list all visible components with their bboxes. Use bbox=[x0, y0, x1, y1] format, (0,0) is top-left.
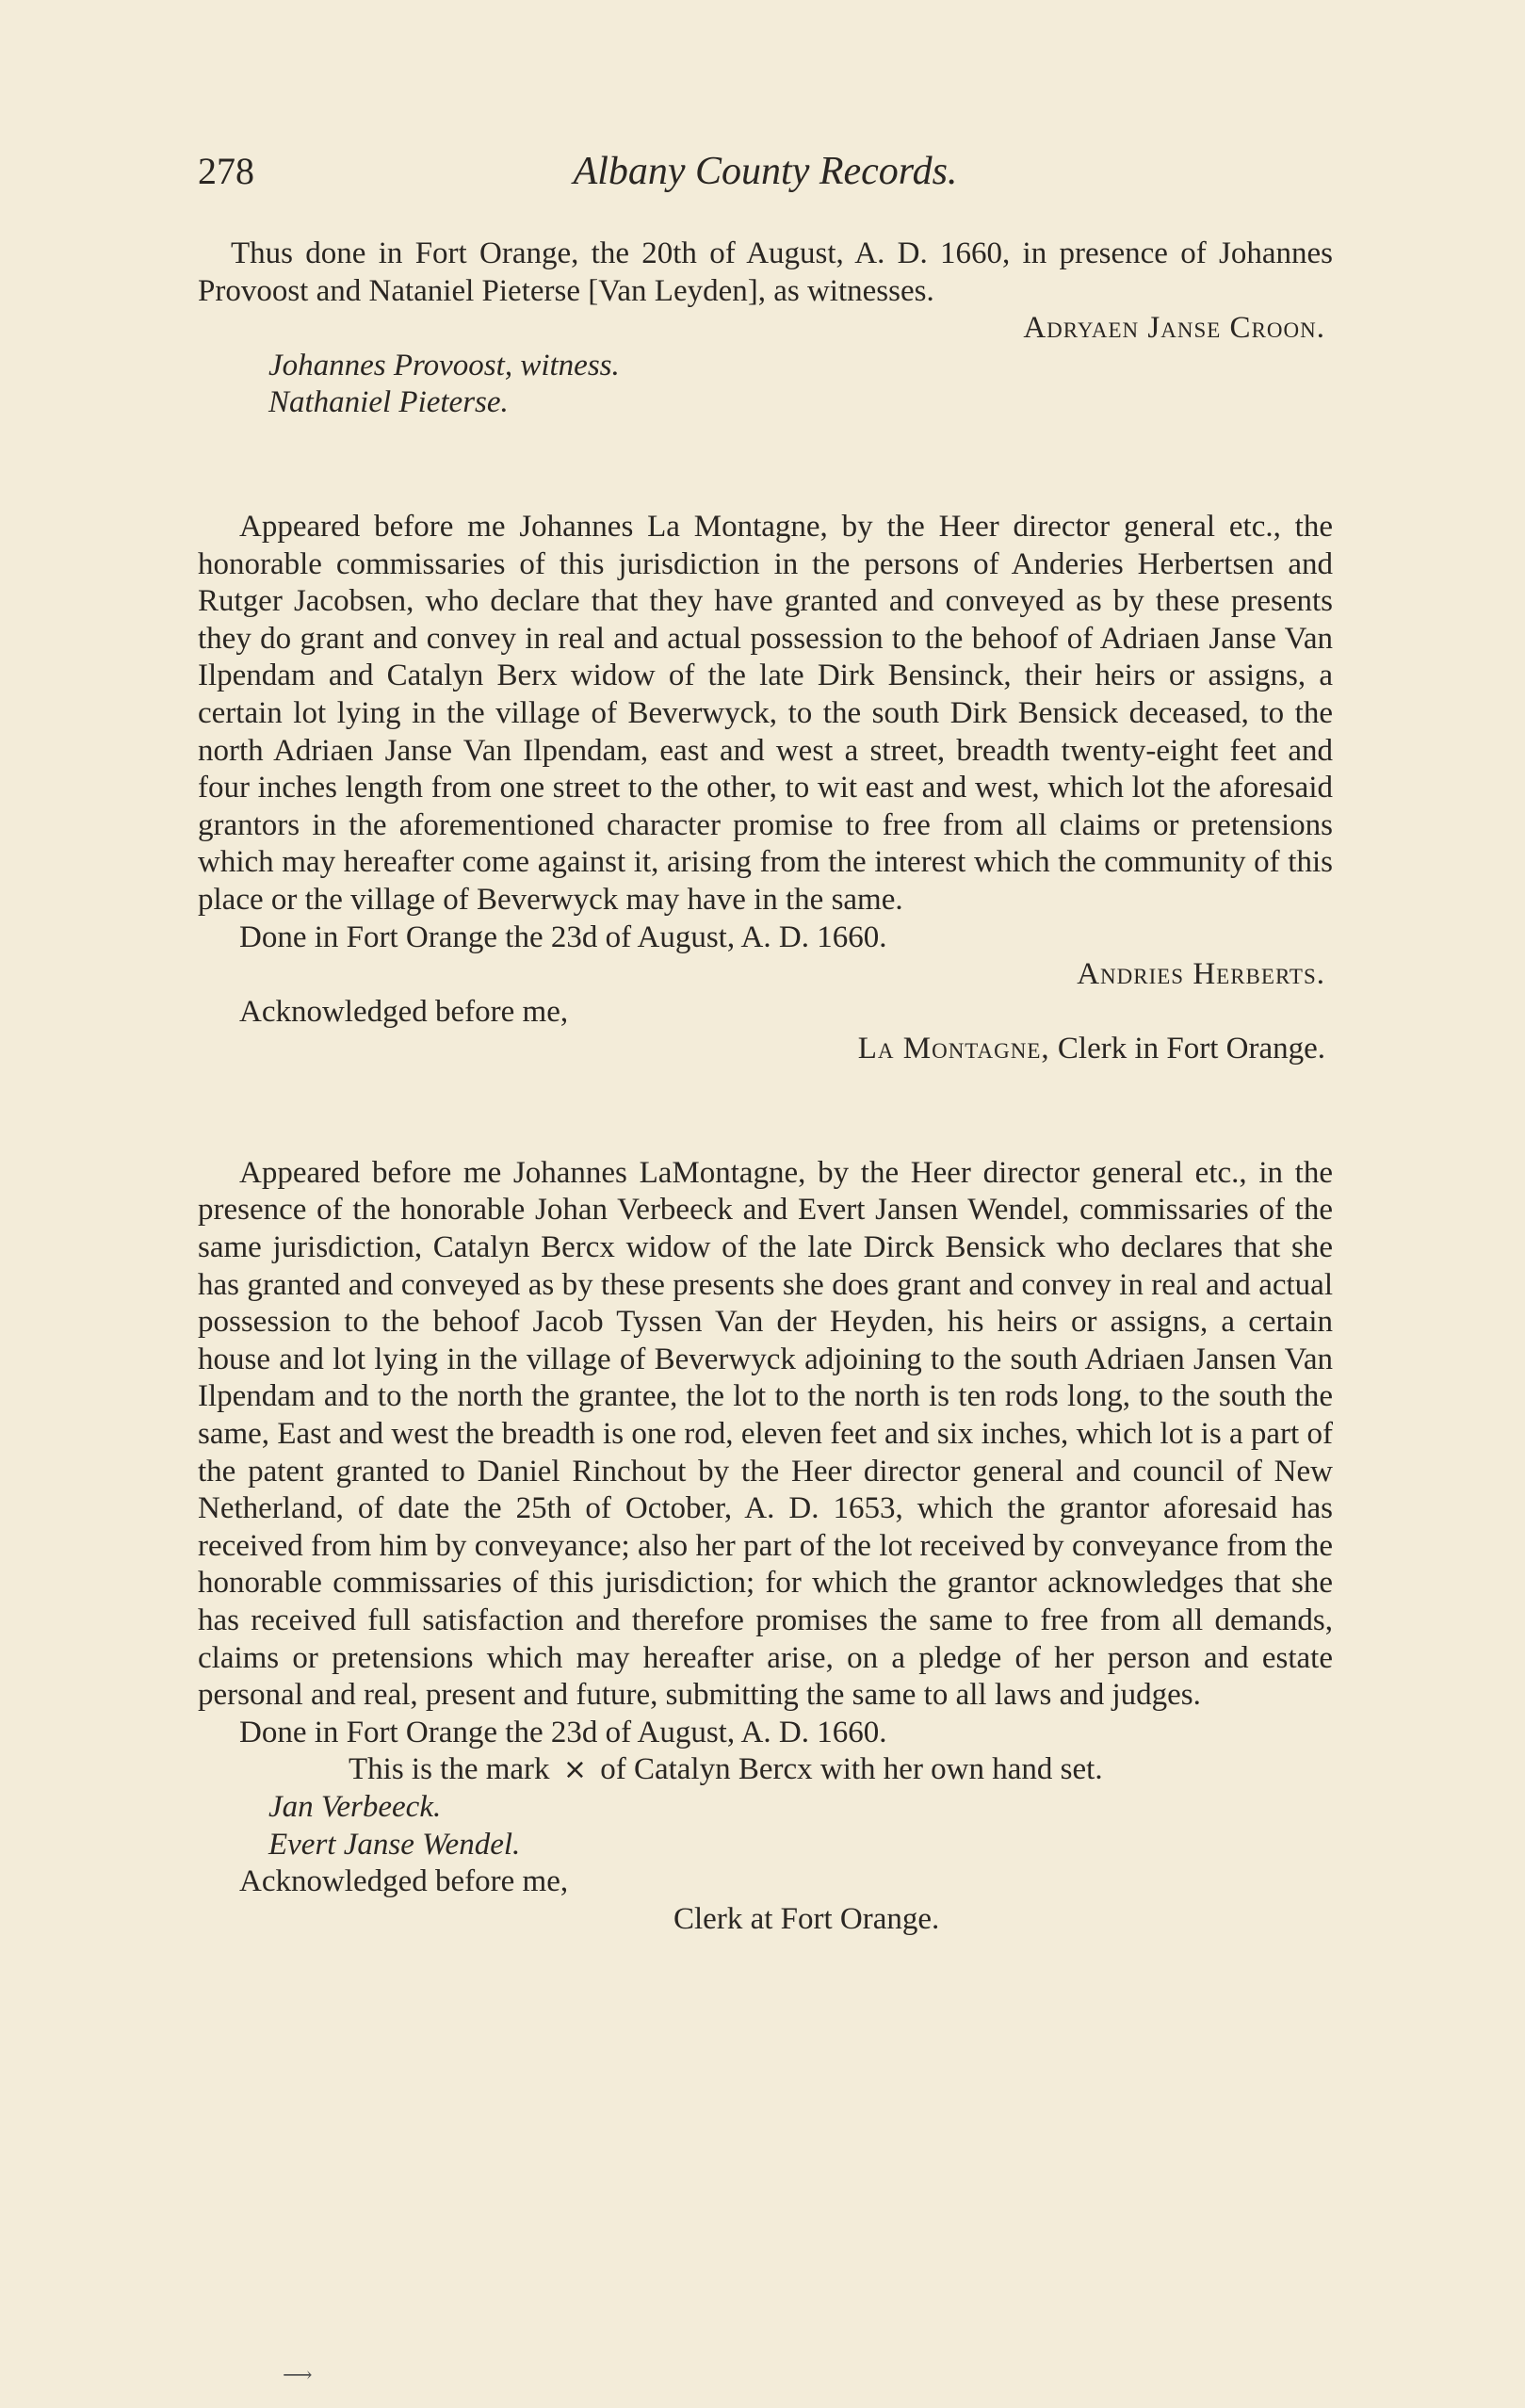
section-gap bbox=[198, 422, 1333, 509]
deed3-paragraph: Appeared before me Johannes LaMontagne, by the Heer director general etc., in the presence of the honorable Johan Verbeeck and Evert Jansen Wendel, commissaries of the same jurisdiction, Catalyn Bercx widow of the late Dirck Bensick who declares that she has granted and conveyed as by these presents she does grant and convey in real and actual possession to the behoof Jacob Tyssen Van der Heyden, his heirs or assigns, a certain house and lot lying in the village of Beverwyck adjoining to the south Adriaen Jansen Van Ilpendam and to the north the grantee, the lot to the north is ten rods long, to the south the same, East and west the breadth is one rod, eleven feet and six inches, which lot is a part of the patent granted to Daniel Rinchout by the Heer director general and council of New Netherland, of date the 25th of October, A. D. 1653, which the grantor aforesaid has received from him by conveyance; also her part of the lot received by conveyance from the honorable commissaries of this jurisdiction; for which the grantor acknowledges that she has received full satisfaction and therefore promises the same to free from all demands, claims or pretensions which may hereafter arise, on a pledge of her person and estate personal and real, present and future, submitting the same to all laws and judges. bbox=[198, 1155, 1333, 1713]
deed2-clerk-title: Clerk in Fort Orange. bbox=[1049, 1032, 1325, 1066]
deed3-witness-1: Jan Verbeeck. bbox=[268, 1789, 442, 1824]
deed3-ack-text: Acknowledged before me, bbox=[239, 1864, 569, 1899]
running-title: Albany County Records. bbox=[573, 150, 958, 193]
deed1-paragraph: Thus done in Fort Orange, the 20th of August, A. D. 1660, in presence of Johannes Provoost and Nataniel Pieterse [Van Leyden], as witnesses. bbox=[198, 236, 1333, 308]
deed3-clerk: Clerk at Fort Orange. bbox=[673, 1901, 940, 1936]
cross-mark-icon: × bbox=[562, 1753, 587, 1787]
deed3-mark-before: This is the mark bbox=[349, 1752, 550, 1787]
page-number: 278 bbox=[198, 150, 254, 192]
page-body bbox=[198, 236, 1333, 1938]
deed3-witness-2: Evert Janse Wendel. bbox=[268, 1827, 521, 1862]
section-gap bbox=[198, 1068, 1333, 1155]
deed1-signature: Adryaen Janse Croon. bbox=[1023, 311, 1325, 346]
deed2-signature: Andries Herberts. bbox=[1077, 957, 1325, 992]
deed2-acknowledgement bbox=[198, 994, 1333, 1032]
deed2-done-line: Done in Fort Orange the 23d of August, A. D. 1660. bbox=[239, 919, 887, 954]
deed2-clerk-line bbox=[198, 1031, 1333, 1068]
printer-mark-icon: ⟶ bbox=[283, 2363, 313, 2386]
deed1-witness-1: Johannes Provoost, witness. bbox=[268, 348, 620, 382]
deed3-mark-line bbox=[349, 1751, 1333, 1789]
deed1-witness-2: Nathaniel Pieterse. bbox=[268, 385, 509, 420]
deed3-done-line: Done in Fort Orange the 23d of August, A. D. 1660. bbox=[239, 1715, 887, 1749]
deed2-paragraph: Appeared before me Johannes La Montagne, by the Heer director general etc., the honorable commissaries of this jurisdiction in the persons of Anderies Herbertsen and Rutger Jacobsen, who declare that they have granted and conveyed as by these presents they do grant and convey in real and actual possession to the behoof of Adriaen Janse Van Ilpendam and Catalyn Berx widow of the late Dirk Bensinck, their heirs or assigns, a certain lot lying in the village of Beverwyck, to the south Dirk Bensick deceased, to the north Adriaen Janse Van Ilpendam, east and west a street, breadth twenty-eight feet and four inches length from one street to the other, to wit east and west, which lot the aforesaid grantors in the aforementioned character promise to free from all claims or pretensions which may hereafter come against it, arising from the interest which the community of this place or the village of Beverwyck may have in the same. bbox=[198, 509, 1333, 917]
deed2-clerk-name: La Montagne, bbox=[857, 1032, 1050, 1066]
deed2-ack-text: Acknowledged before me, bbox=[239, 994, 569, 1029]
page-header bbox=[198, 149, 1333, 205]
deed3-mark-after: of Catalyn Bercx with her own hand set. bbox=[600, 1752, 1103, 1787]
